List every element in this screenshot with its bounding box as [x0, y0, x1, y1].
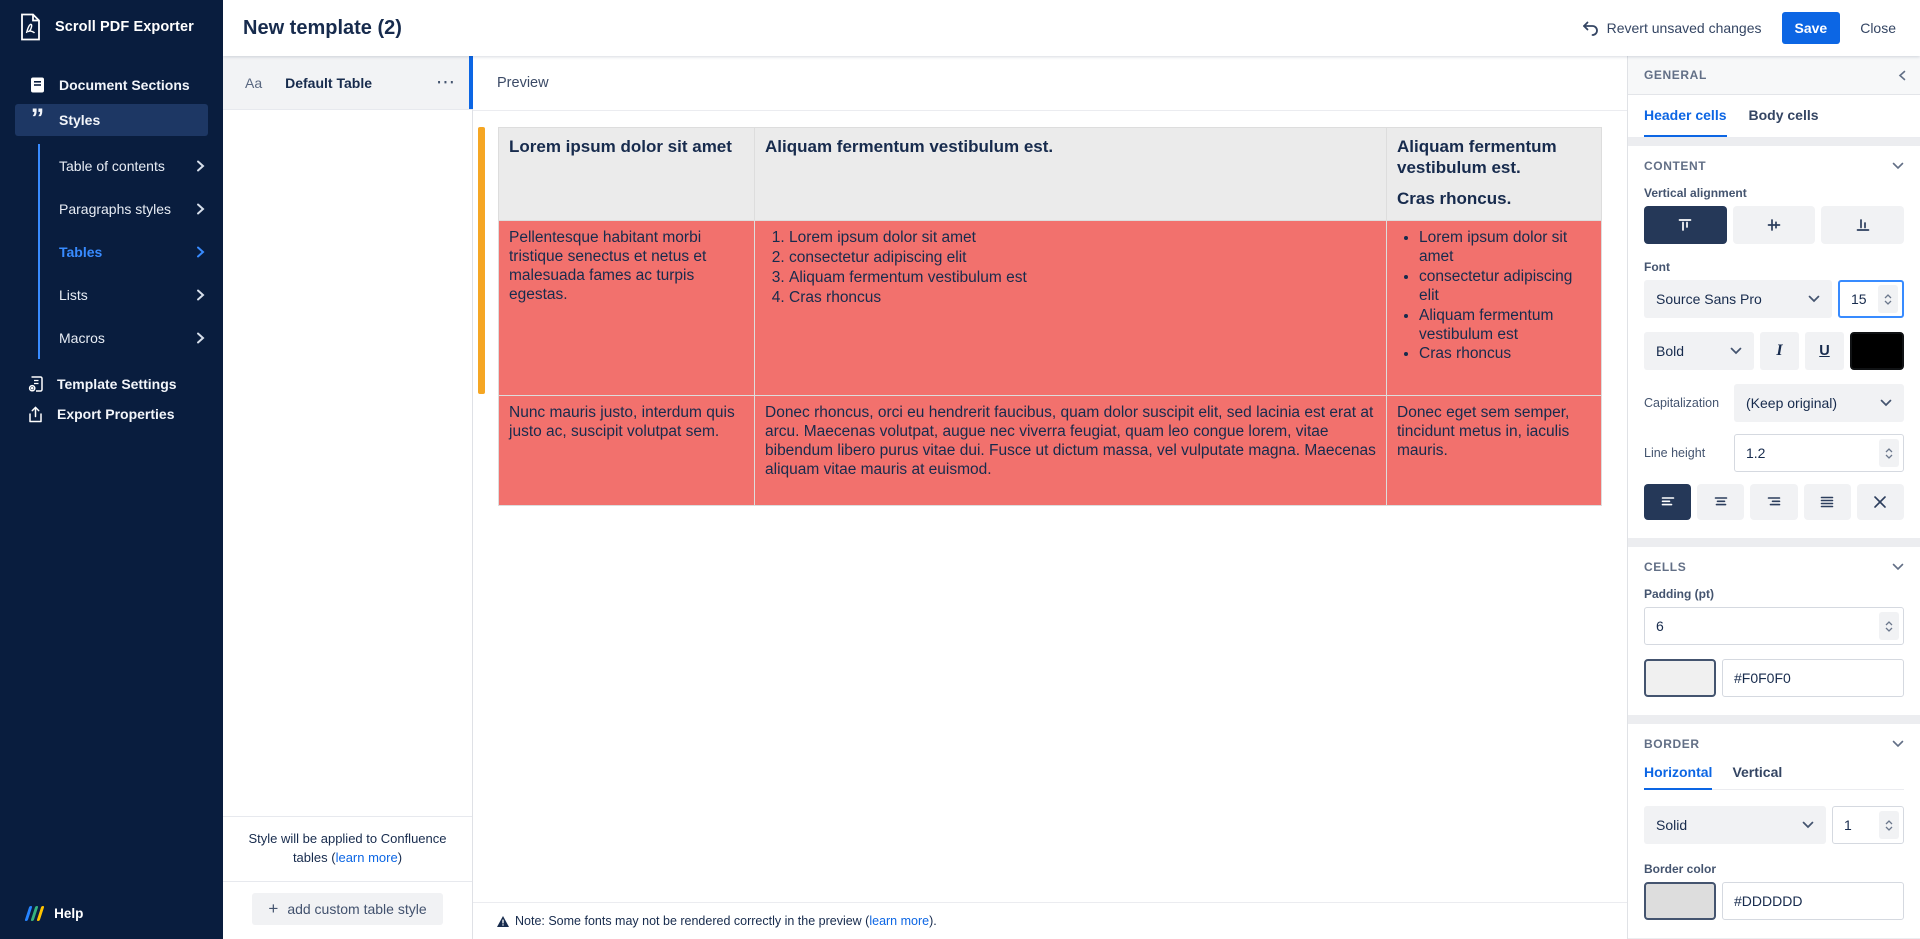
preview-body [473, 111, 1627, 902]
header-cell-text: Lorem ipsum dolor sit amet [509, 137, 732, 156]
save-button[interactable]: Save [1782, 12, 1841, 44]
align-justify-button[interactable] [1804, 484, 1851, 520]
line-height-label: Line height [1644, 446, 1706, 460]
text-color-swatch[interactable] [1850, 332, 1904, 370]
align-justify-icon [1819, 494, 1835, 510]
header-cell-text: Aliquam fermentum vestibulum est. [1397, 137, 1557, 178]
general-section-header [1628, 56, 1920, 95]
tab-horizontal[interactable]: Horizontal [1644, 764, 1712, 790]
list-item: • Aliquam fermentum vestibulum est [1419, 307, 1591, 345]
font-size-input-wrap [1838, 280, 1904, 318]
valign-top-button[interactable] [1644, 206, 1727, 244]
content-title: CONTENT [1644, 159, 1707, 173]
sidebar [0, 0, 223, 939]
add-button-label: add custom table style [287, 901, 427, 917]
table-header-row [499, 128, 1602, 221]
stepper-icon[interactable] [1878, 285, 1898, 313]
border-color-hex-wrap [1722, 882, 1904, 920]
body-cell [499, 221, 755, 396]
chevron-down-icon [1730, 347, 1742, 355]
sidebar-item-lists[interactable] [40, 273, 223, 316]
styles-quote-icon: ” [30, 103, 45, 133]
unsaved-change-indicator-bar [478, 127, 485, 394]
list-item: 3. Aliquam fermentum vestibulum est [789, 269, 1376, 288]
body-cell [499, 396, 755, 506]
k15t-logo-icon [25, 906, 45, 921]
sidebar-item-label: Document Sections [59, 77, 190, 93]
chevron-down-icon[interactable] [1892, 162, 1904, 170]
border-color-swatch[interactable] [1644, 882, 1716, 920]
cell-background-color-swatch[interactable] [1644, 659, 1716, 697]
border-width-input[interactable] [1844, 817, 1879, 833]
align-center-button[interactable] [1697, 484, 1744, 520]
underline-icon: U [1819, 343, 1830, 359]
content-section [1628, 146, 1920, 538]
page-title: New template (2) [243, 16, 402, 39]
document-icon [29, 77, 46, 93]
align-center-icon [1713, 494, 1729, 510]
chevron-right-icon [196, 246, 205, 258]
align-none-button[interactable] [1857, 484, 1904, 520]
align-right-button[interactable] [1750, 484, 1797, 520]
help-label: Help [54, 906, 84, 921]
tab-header-cells[interactable]: Header cells [1644, 95, 1727, 137]
sidebar-item-tables[interactable] [40, 230, 223, 273]
sub-item-label: Tables [59, 243, 103, 260]
chevron-down-icon[interactable] [1892, 740, 1904, 748]
font-weight-select[interactable] [1644, 332, 1754, 370]
italic-icon: I [1776, 342, 1783, 359]
vertical-alignment-label: Vertical alignment [1644, 186, 1747, 200]
align-left-button[interactable] [1644, 484, 1691, 520]
capitalization-value: (Keep original) [1746, 395, 1838, 411]
chevron-down-icon [1802, 821, 1814, 829]
header-cell-text: Aliquam fermentum vestibulum est. [765, 137, 1054, 156]
font-size-input[interactable] [1851, 291, 1878, 307]
body-cell-text: Donec rhoncus, orci eu hendrerit faucibus, quam dolor suscipit elit, sed lacinia est erat at arcu. Maecenas volutpat, augue nec viverra feugiat, quam leo congue lorem, vitae bibendum libero purus vitae dui. Fusce ut dictum massa, vel vulputate magna. Maecenas aliquam vitae mauris at euismod. [765, 404, 1376, 478]
body-cell [1387, 396, 1602, 506]
align-bottom-icon [1855, 217, 1871, 233]
note-learn-more-link[interactable]: learn more [869, 914, 930, 928]
note-text [515, 914, 937, 928]
sub-item-label: Paragraphs styles [59, 200, 172, 217]
chevron-down-icon[interactable] [1892, 563, 1904, 571]
style-type-badge: Aa [245, 74, 263, 91]
border-direction-tabs [1644, 764, 1904, 790]
header-cell [499, 128, 755, 221]
capitalization-label: Capitalization [1644, 396, 1720, 410]
chevron-right-icon [196, 160, 205, 172]
footer-note-suffix: ) [397, 850, 403, 866]
table-body-row [499, 221, 1602, 396]
plus-icon: + [268, 899, 279, 918]
font-family-select[interactable] [1644, 280, 1832, 318]
settings-panel [1627, 56, 1920, 939]
note-prefix: Note: Some fonts may not be rendered correctly in the preview ( [515, 914, 870, 928]
cell-background-hex-wrap [1722, 659, 1904, 697]
footer-note-text: Style will be applied to Confluence tables ( [248, 831, 447, 866]
align-left-icon [1660, 494, 1676, 510]
export-icon [27, 406, 44, 423]
chevron-down-icon [1880, 399, 1892, 407]
border-style-select[interactable] [1644, 806, 1826, 844]
font-weight-value: Bold [1656, 343, 1685, 359]
note-suffix: ). [929, 914, 937, 928]
border-style-value: Solid [1656, 817, 1688, 833]
sidebar-nav [0, 68, 223, 429]
close-button[interactable]: Close [1860, 20, 1896, 36]
header-cell-text: Cras rhoncus. [1397, 188, 1512, 208]
preview-panel [473, 56, 1627, 939]
tab-body-cells[interactable]: Body cells [1748, 107, 1819, 123]
sidebar-item-document-sections[interactable] [0, 68, 223, 102]
cells-section [1628, 547, 1920, 715]
template-settings-icon [27, 376, 44, 393]
chevron-right-icon [196, 289, 205, 301]
undo-icon [1582, 21, 1599, 36]
italic-button[interactable] [1760, 332, 1799, 370]
help-button[interactable] [0, 906, 223, 939]
sub-item-label: Lists [59, 286, 88, 303]
body-cell-text: Pellentesque habitant morbi tristique senectus et netus et malesuada fames ac turpis egestas. [509, 229, 707, 303]
x-icon [1873, 495, 1887, 509]
cells-title: CELLS [1644, 560, 1687, 574]
border-color-label: Border color [1644, 862, 1717, 876]
sidebar-item-styles[interactable] [15, 104, 208, 136]
padding-label: Padding (pt) [1644, 587, 1714, 601]
pdf-exporter-logo-icon [18, 13, 43, 41]
border-width-input-wrap [1832, 806, 1904, 844]
list-footer-note [223, 816, 472, 881]
border-section [1628, 724, 1920, 938]
line-height-input[interactable] [1746, 445, 1879, 461]
border-color-hex-input[interactable] [1734, 893, 1892, 909]
style-list-item-default-table[interactable] [223, 56, 472, 110]
general-title: GENERAL [1644, 68, 1707, 82]
body-cell-text: Donec eget sem semper, tincidunt metus in, iaculis mauris. [1397, 404, 1570, 459]
style-list-panel [223, 56, 473, 939]
padding-input-wrap [1644, 607, 1904, 645]
style-item-name: Default Table [285, 74, 372, 91]
font-family-value: Source Sans Pro [1656, 291, 1762, 307]
app-logo-row [0, 0, 223, 54]
align-middle-icon [1766, 217, 1782, 233]
stepper-icon[interactable] [1879, 811, 1899, 839]
sidebar-item-label: Styles [59, 112, 101, 128]
tab-vertical[interactable]: Vertical [1732, 764, 1783, 780]
learn-more-link[interactable]: learn more [335, 850, 398, 866]
bullet-list [1397, 229, 1591, 364]
list-item: 1. Lorem ipsum dolor sit amet [789, 229, 1376, 248]
valign-middle-button[interactable] [1733, 206, 1816, 244]
sidebar-item-label: Export Properties [57, 406, 175, 422]
app-title: Scroll PDF Exporter [55, 19, 194, 35]
body-cell [755, 221, 1387, 396]
chevron-down-icon [1808, 295, 1820, 303]
sidebar-item-paragraphs-styles[interactable] [40, 187, 223, 230]
sidebar-item-macros[interactable] [40, 316, 223, 359]
body-cell [755, 396, 1387, 506]
chevron-right-icon [196, 332, 205, 344]
align-right-icon [1766, 494, 1782, 510]
styles-subtree [38, 144, 223, 359]
cell-background-hex-input[interactable] [1734, 670, 1892, 686]
sidebar-item-table-of-contents[interactable] [40, 144, 223, 187]
stepper-icon[interactable] [1879, 439, 1899, 467]
table-body-row [499, 396, 1602, 506]
chevron-right-icon [196, 203, 205, 215]
cells-tabs [1628, 95, 1920, 138]
header-cell [1387, 128, 1602, 221]
header-cell [755, 128, 1387, 221]
sidebar-item-label: Template Settings [57, 376, 177, 392]
list-item: 4. Cras rhoncus [789, 289, 1376, 308]
sidebar-item-template-settings[interactable] [0, 369, 223, 399]
body-cell-text: Nunc mauris justo, interdum quis justo ac, suscipit volutpat sem. [509, 404, 735, 440]
warning-icon [497, 916, 509, 927]
padding-input[interactable] [1656, 618, 1879, 634]
sidebar-item-export-properties[interactable] [0, 399, 223, 429]
sub-item-label: Table of contents [59, 157, 165, 174]
collapse-panel-icon[interactable] [1898, 70, 1906, 81]
sub-item-label: Macros [59, 329, 105, 346]
border-title: BORDER [1644, 737, 1700, 751]
revert-unsaved-changes-button[interactable] [1582, 20, 1762, 36]
stepper-icon[interactable] [1879, 612, 1899, 640]
add-custom-style-row [223, 881, 472, 939]
list-item: 2. consectetur adipiscing elit [789, 249, 1376, 268]
revert-label: Revert unsaved changes [1606, 20, 1762, 36]
underline-button[interactable] [1805, 332, 1844, 370]
preview-table [498, 127, 1602, 506]
list-item: • Lorem ipsum dolor sit amet [1419, 229, 1591, 267]
preview-note-bar [473, 902, 1627, 939]
preview-label: Preview [497, 75, 549, 91]
more-options-icon[interactable]: ⋯ [436, 72, 456, 93]
line-height-input-wrap [1734, 434, 1904, 472]
valign-bottom-button[interactable] [1821, 206, 1904, 244]
align-top-icon [1677, 217, 1693, 233]
capitalization-select[interactable] [1734, 384, 1904, 422]
list-item: • consectetur adipiscing elit [1419, 268, 1591, 306]
add-custom-table-style-button[interactable] [252, 893, 442, 925]
font-label: Font [1644, 260, 1670, 274]
top-bar [223, 0, 1920, 56]
preview-header [473, 56, 1627, 111]
list-item: • Cras rhoncus [1419, 345, 1591, 364]
ordered-list [765, 229, 1376, 308]
body-cell [1387, 221, 1602, 396]
